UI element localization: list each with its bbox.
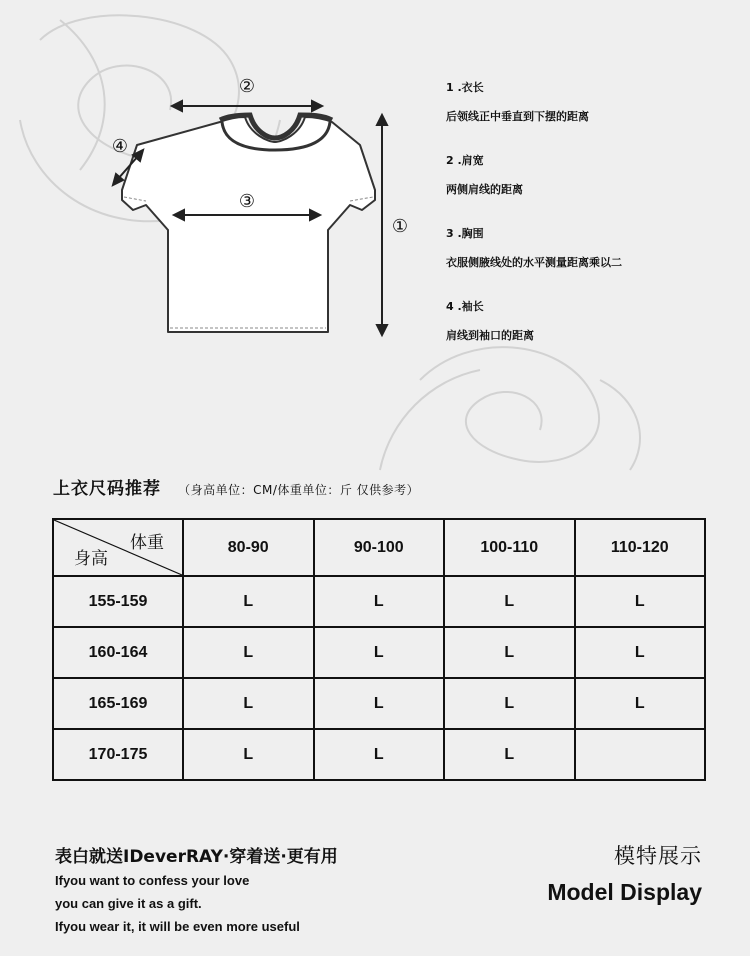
size-cell: L	[314, 729, 445, 780]
table-header-row	[53, 519, 705, 576]
size-cell: L	[444, 729, 575, 780]
measure-item-chest	[446, 226, 736, 271]
footer-line: Ifyou wear it, it will be even more useful	[55, 919, 300, 934]
measurement-legend	[446, 80, 736, 372]
size-cell: L	[575, 627, 706, 678]
tshirt-outline	[122, 117, 375, 332]
size-cell: L	[183, 576, 314, 627]
size-cell: L	[183, 627, 314, 678]
size-cell: L	[314, 627, 445, 678]
measure-item-length	[446, 80, 736, 125]
measure-item-shoulder	[446, 153, 736, 198]
size-cell: L	[444, 576, 575, 627]
size-cell	[575, 729, 706, 780]
row-height-label: 160-164	[53, 627, 183, 678]
row-height-label: 155-159	[53, 576, 183, 627]
size-cell: L	[183, 729, 314, 780]
size-cell: L	[314, 576, 445, 627]
table-row	[53, 678, 705, 729]
marker-chest: ③	[238, 191, 256, 212]
tshirt-measurement-diagram	[100, 70, 430, 350]
size-cell: L	[314, 678, 445, 729]
measure-description: 后领线正中垂直到下摆的距离	[446, 110, 589, 123]
marker-sleeve-length: ④	[111, 136, 129, 157]
model-display-en: Model Display	[547, 879, 702, 905]
measure-title: 3 .胸围	[446, 227, 484, 240]
size-cell: L	[575, 678, 706, 729]
footer-line: Ifyou want to confess your love	[55, 873, 250, 888]
table-row	[53, 627, 705, 678]
size-chart-title: 上衣尺码推荐	[53, 479, 161, 499]
footer-slogan-block	[55, 845, 338, 938]
measure-item-sleeve	[446, 299, 736, 344]
size-cell: L	[444, 627, 575, 678]
table-row	[53, 576, 705, 627]
marker-body-length: ①	[391, 216, 409, 237]
model-display-heading	[547, 842, 702, 908]
table-corner-cell	[53, 519, 183, 576]
size-chart-table	[52, 518, 706, 781]
column-header: 110-120	[575, 519, 706, 576]
measure-title: 4 .袖长	[446, 300, 484, 313]
table-row	[53, 729, 705, 780]
corner-weight-label: 体重	[130, 533, 164, 553]
measure-title: 1 .衣长	[446, 81, 484, 94]
size-cell: L	[444, 678, 575, 729]
size-chart-heading	[53, 478, 419, 500]
measure-description: 衣服侧腋线处的水平测量距离乘以二	[446, 256, 622, 269]
marker-shoulder-width: ②	[238, 76, 256, 97]
corner-height-label: 身高	[74, 549, 108, 569]
column-header: 90-100	[314, 519, 445, 576]
model-display-cn: 模特展示	[614, 844, 702, 868]
measure-description: 两侧肩线的距离	[446, 183, 523, 196]
size-cell: L	[575, 576, 706, 627]
size-chart-note: （身高单位：CM/体重单位：斤 仅供参考）	[178, 483, 420, 497]
measure-description: 肩线到袖口的距离	[446, 329, 534, 342]
footer-line: you can give it as a gift.	[55, 896, 202, 911]
size-cell: L	[183, 678, 314, 729]
measure-title: 2 .肩宽	[446, 154, 484, 167]
row-height-label: 170-175	[53, 729, 183, 780]
column-header: 100-110	[444, 519, 575, 576]
row-height-label: 165-169	[53, 678, 183, 729]
column-header: 80-90	[183, 519, 314, 576]
footer-slogan: 表白就送IDeverRAY·穿着送·更有用	[55, 847, 338, 867]
